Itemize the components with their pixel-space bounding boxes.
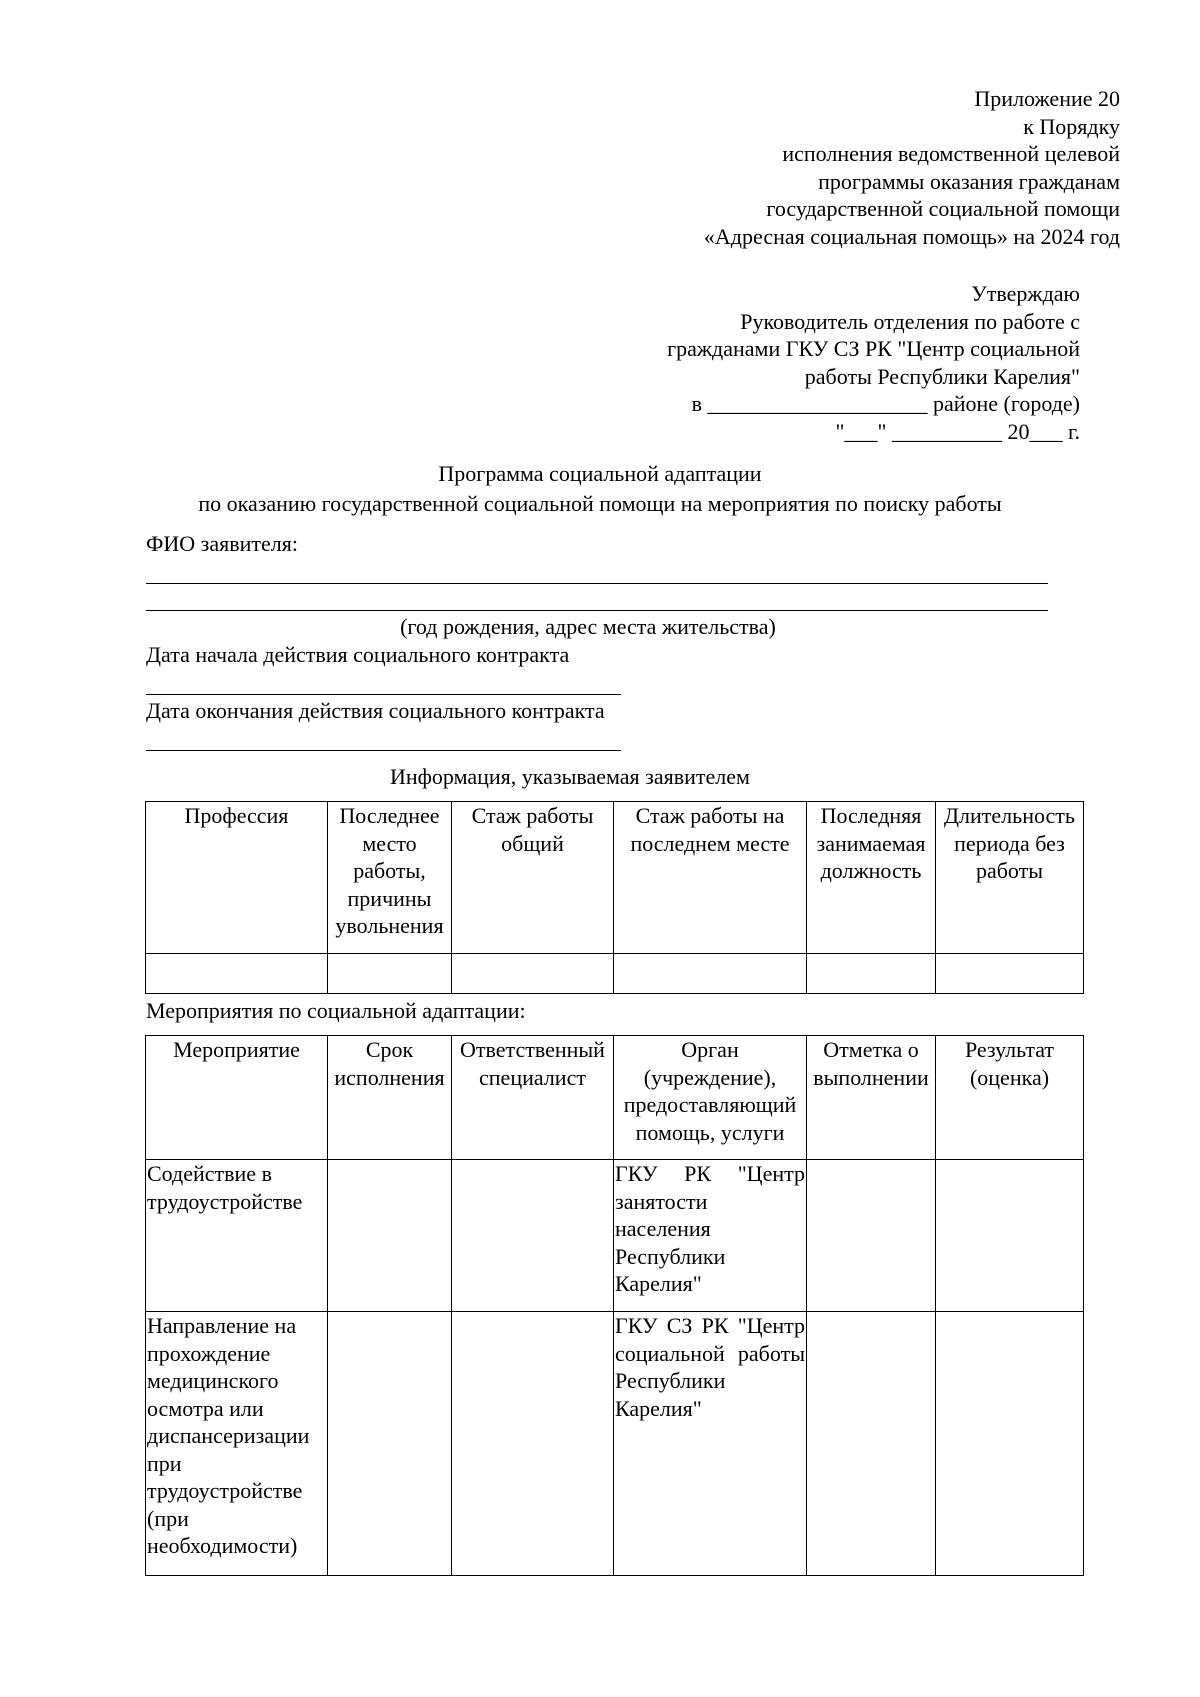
measure-cell: Содействие в трудоустройстве — [146, 1160, 328, 1312]
table-cell[interactable] — [328, 1312, 452, 1576]
fio-label: ФИО заявителя: — [146, 531, 298, 556]
table-cell[interactable] — [807, 1160, 936, 1312]
start-date-label: Дата начала действия социального контракта — [146, 642, 570, 667]
measure-cell: Направление на прохождение медицинского осмотра или диспансеризации при трудоустройстве (при необходимости) — [146, 1312, 328, 1576]
end-date-label: Дата окончания действия социального контракта — [146, 698, 605, 723]
measures-table-caption: Мероприятия по социальной адаптации: — [146, 998, 526, 1023]
appendix-line: исполнения ведомственной целевой — [782, 141, 1120, 166]
table-cell[interactable] — [452, 1160, 614, 1312]
info-table-caption: Информация, указываемая заявителем — [390, 764, 750, 789]
birth-hint: (год рождения, адрес места жительства) — [400, 614, 776, 639]
measures-table — [145, 1035, 1084, 1576]
appendix-line: «Адресная социальная помощь» на 2024 год — [703, 223, 1120, 249]
table-cell[interactable] — [452, 954, 614, 994]
header-cell: Ответственный специалист — [452, 1036, 614, 1160]
approval-line: Утверждаю — [971, 281, 1080, 306]
appendix-line: к Порядку — [1023, 113, 1120, 139]
document-subtitle: по оказанию государственной социальной помощи на мероприятия по поиску работы — [198, 491, 1002, 516]
info-table-row — [146, 954, 1084, 994]
table-cell[interactable] — [936, 1160, 1084, 1312]
organ-cell: ГКУ РК "Центр занятости населения Республики Карелия" — [614, 1160, 807, 1312]
fio-line-1[interactable] — [146, 583, 1048, 584]
header-cell: Отметка о выполнении — [807, 1036, 936, 1160]
appendix-line: государственной социальной помощи — [766, 196, 1120, 221]
table-row — [146, 1160, 1084, 1312]
approval-line: работы Республики Карелия" — [804, 363, 1080, 389]
organ-cell: ГКУ СЗ РК "Центр социальной работы Республики Карелия" — [614, 1312, 807, 1576]
info-table — [145, 801, 1084, 994]
header-cell: Последнее место работы, причины увольнения — [328, 802, 452, 954]
header-cell: Стаж работы общий — [452, 802, 614, 954]
approval-line: Руководитель отделения по работе с — [740, 308, 1080, 334]
header-cell: Мероприятие — [146, 1036, 328, 1160]
table-cell[interactable] — [328, 1160, 452, 1312]
document-title: Программа социальной адаптации — [438, 461, 762, 486]
approval-district-line: в ____________________ районе (городе) — [691, 391, 1080, 416]
approval-block — [667, 280, 1080, 445]
header-cell: Срок исполнения — [328, 1036, 452, 1160]
header-cell: Результат (оценка) — [936, 1036, 1084, 1160]
header-cell: Орган (учреждение), предоставляющий помощь, услуги — [614, 1036, 807, 1160]
header-cell: Стаж работы на последнем месте — [614, 802, 807, 954]
table-cell[interactable] — [614, 954, 807, 994]
appendix-header — [704, 85, 1120, 250]
table-cell[interactable] — [146, 954, 328, 994]
table-cell[interactable] — [452, 1312, 614, 1576]
table-row — [146, 1312, 1084, 1576]
table-cell[interactable] — [328, 954, 452, 994]
appendix-line: программы оказания гражданам — [818, 168, 1120, 194]
end-date-line[interactable] — [146, 750, 621, 751]
info-table-header-row — [146, 802, 1084, 954]
header-cell: Профессия — [146, 802, 328, 954]
header-cell: Последняя занимаемая должность — [807, 802, 936, 954]
table-cell[interactable] — [807, 1312, 936, 1576]
appendix-line: Приложение 20 — [974, 86, 1120, 111]
measures-table-header-row — [146, 1036, 1084, 1160]
table-cell[interactable] — [807, 954, 936, 994]
approval-date-line: "___" __________ 20___ г. — [835, 418, 1080, 444]
header-cell: Длительность периода без работы — [936, 802, 1084, 954]
approval-line: гражданами ГКУ СЗ РК "Центр социальной — [667, 336, 1080, 361]
table-cell[interactable] — [936, 954, 1084, 994]
fio-line-2[interactable] — [146, 610, 1048, 611]
table-cell[interactable] — [936, 1312, 1084, 1576]
start-date-line[interactable] — [146, 694, 621, 695]
